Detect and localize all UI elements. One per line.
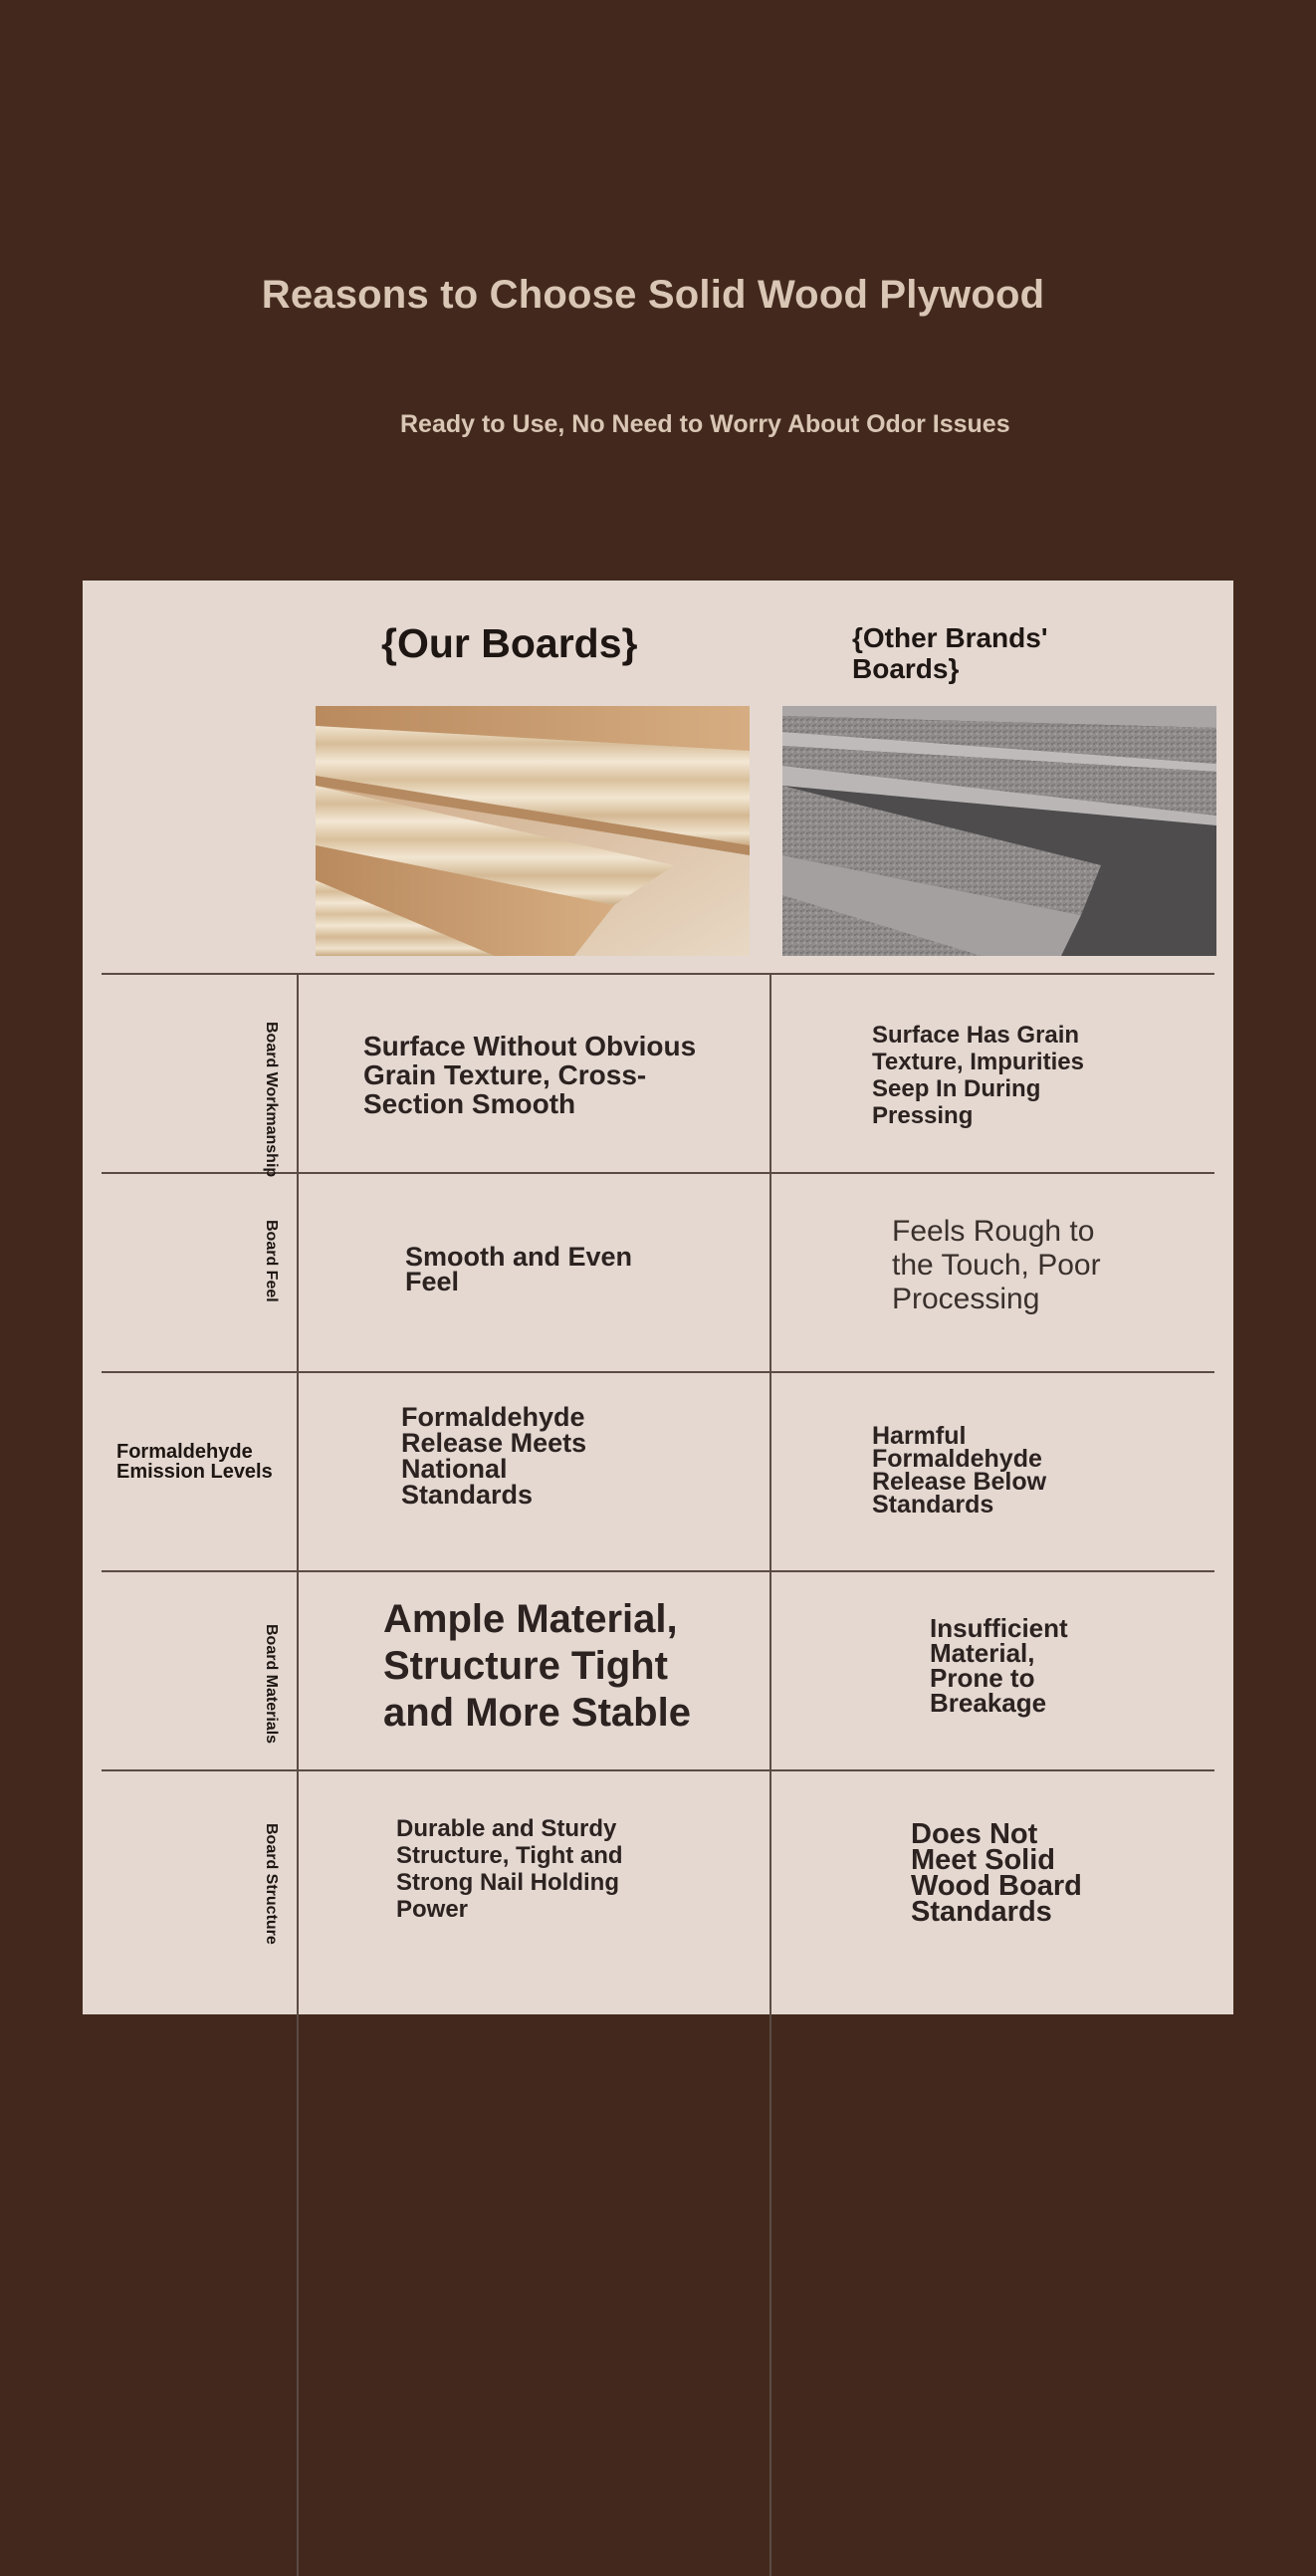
particleboard-photo bbox=[782, 706, 1216, 956]
our-materials-cell: Ample Material, Structure Tight and More Stable bbox=[383, 1597, 691, 1735]
our-feel-cell: Smooth and Even Feel bbox=[405, 1242, 633, 1296]
table-divider bbox=[102, 973, 1214, 975]
our-formaldehyde-cell: Formaldehyde Release Meets National Standards bbox=[401, 1402, 587, 1510]
other-materials-cell: Insufficient Material, Prone to Breakage bbox=[930, 1613, 1068, 1718]
row-label-structure: Board Structure bbox=[263, 1823, 280, 1945]
row-label-workmanship: Board Workmanship bbox=[263, 1022, 280, 1178]
row-label-feel: Board Feel bbox=[263, 1220, 280, 1302]
our-structure-cell: Durable and Sturdy Structure, Tight and Strong Nail Holding Power bbox=[396, 1815, 623, 1923]
row-label-materials: Board Materials bbox=[263, 1624, 280, 1745]
comparison-panel bbox=[83, 581, 1233, 2014]
our-workmanship-cell: Surface Without Obvious Grain Texture, Cross-Section Smooth bbox=[363, 1031, 697, 1119]
column-divider bbox=[297, 973, 299, 2576]
other-feel-cell: Feels Rough to the Touch, Poor Processing bbox=[892, 1215, 1101, 1315]
column-divider bbox=[769, 973, 771, 2576]
other-structure-cell: Does Not Meet Solid Wood Board Standards bbox=[911, 1818, 1082, 1928]
other-formaldehyde-cell: Harmful Formaldehyde Release Below Standards bbox=[872, 1422, 1047, 1519]
row-label-formaldehyde: Formaldehyde Emission Levels bbox=[116, 1441, 273, 1483]
table-divider bbox=[102, 1570, 1214, 1572]
plywood-photo bbox=[316, 706, 750, 956]
page-title: Reasons to Choose Solid Wood Plywood bbox=[261, 273, 1045, 317]
our-boards-heading: {Our Boards} bbox=[381, 620, 638, 666]
page-subtitle: Ready to Use, No Need to Worry About Odor Issues bbox=[400, 410, 1010, 438]
other-brands-heading: {Other Brands' Boards} bbox=[852, 622, 1048, 684]
other-workmanship-cell: Surface Has Grain Texture, Impurities Seep In During Pressing bbox=[872, 1022, 1084, 1129]
